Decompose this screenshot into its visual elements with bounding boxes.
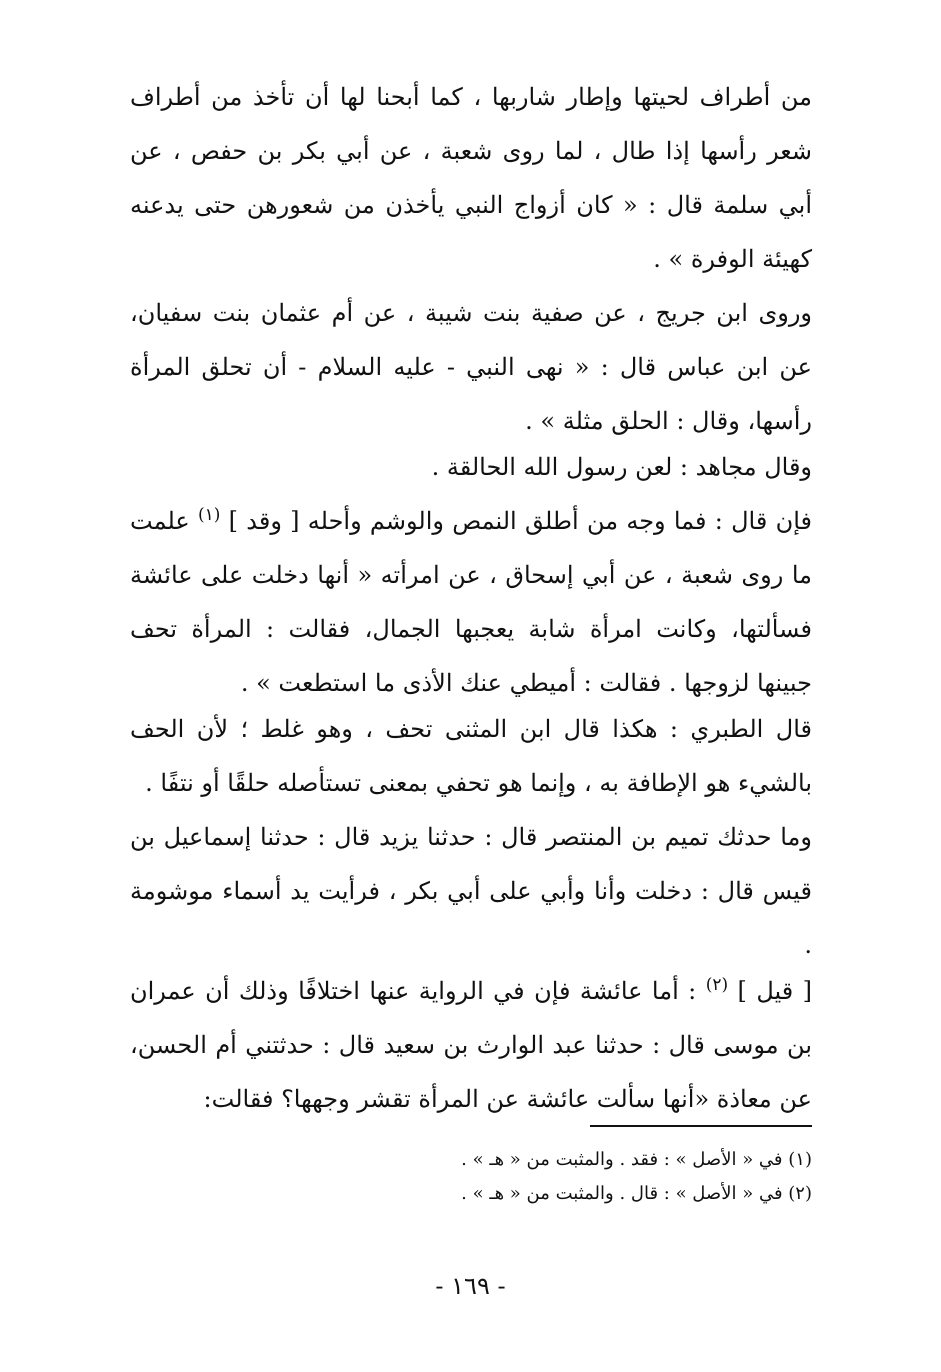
paragraph-text-rest: : أما عائشة فإن في الرواية عنها اختلافًا وذلك أن عمران بن موسى قال : حدثنا عبد الوارث بن سعيد قال : حدثتني أم الحسن، عن معاذة «أنها سألت عائشة عن المرأة تقشر وجهها؟ فقالت: xyxy=(130,977,812,1113)
footnote-reference-1: (١) xyxy=(197,505,221,525)
body-paragraph-5 xyxy=(130,702,812,810)
footnote-reference-2: (٢) xyxy=(705,975,729,995)
body-paragraph-6 xyxy=(130,810,812,972)
body-paragraph-2 xyxy=(130,286,812,448)
body-paragraph-1 xyxy=(130,70,812,286)
body-paragraph-3 xyxy=(130,440,812,494)
body-paragraph-7 xyxy=(130,964,812,1126)
paragraph-text xyxy=(130,494,812,710)
paragraph-text: من أطراف لحيتها وإطار شاربها ، كما أبحنا لها أن تأخذ من أطراف شعر رأسها إذا طال ، لما روى شعبة ، عن أبي بكر بن حفص ، عن أبي سلمة قال : « كان أزواج النبي يأخذن من شعورهن حتى يدعنه كهيئة الوفرة » . xyxy=(130,83,812,273)
footnotes xyxy=(130,1143,812,1211)
paragraph-text: وما حدثك تميم بن المنتصر قال : حدثنا يزيد قال : حدثنا إسماعيل بن قيس قال : دخلت وأنا وأبي على أبي بكر ، فرأيت يد أسماء موشومة . xyxy=(130,823,812,959)
paragraph-text: وروى ابن جريج ، عن صفية بنت شيبة ، عن أم عثمان بنت سفيان، عن ابن عباس قال : « نهى النبي - عليه السلام - أن تحلق المرأة رأسها، وقال : الحلق مثلة » . xyxy=(130,299,812,435)
footnote-2: (٢) في « الأصل » : قال . والمثبت من « هـ » . xyxy=(461,1183,812,1204)
footnote-separator xyxy=(590,1125,812,1127)
body-paragraph-4 xyxy=(130,494,812,710)
footnote-1: (١) في « الأصل » : فقد . والمثبت من « هـ » . xyxy=(461,1149,812,1170)
page-number: - ١٦٩ - xyxy=(435,1272,506,1300)
paragraph-text: وقال مجاهد : لعن رسول الله الحالقة . xyxy=(431,453,812,481)
paragraph-text-start: [ قيل ] xyxy=(737,977,812,1005)
paragraph-text xyxy=(130,964,812,1126)
paragraph-text-start: فإن قال : فما وجه من أطلق النمص والوشم وأحله [ وقد ] xyxy=(228,507,812,535)
paragraph-text: قال الطبري : هكذا قال ابن المثنى تحف ، وهو غلط ؛ لأن الحف بالشيء هو الإطافة به ، وإنما هو تحفي بمعنى تستأصله حلقًا أو نتفًا . xyxy=(130,715,812,797)
paragraph-text-rest: علمت ما روى شعبة ، عن أبي إسحاق ، عن امرأته « أنها دخلت على عائشة فسألتها، وكانت امرأة شابة يعجبها الجمال، فقالت : المرأة تحف جبينها لزوجها . فقالت : أميطي عنك الأذى ما استطعت » . xyxy=(130,507,812,697)
